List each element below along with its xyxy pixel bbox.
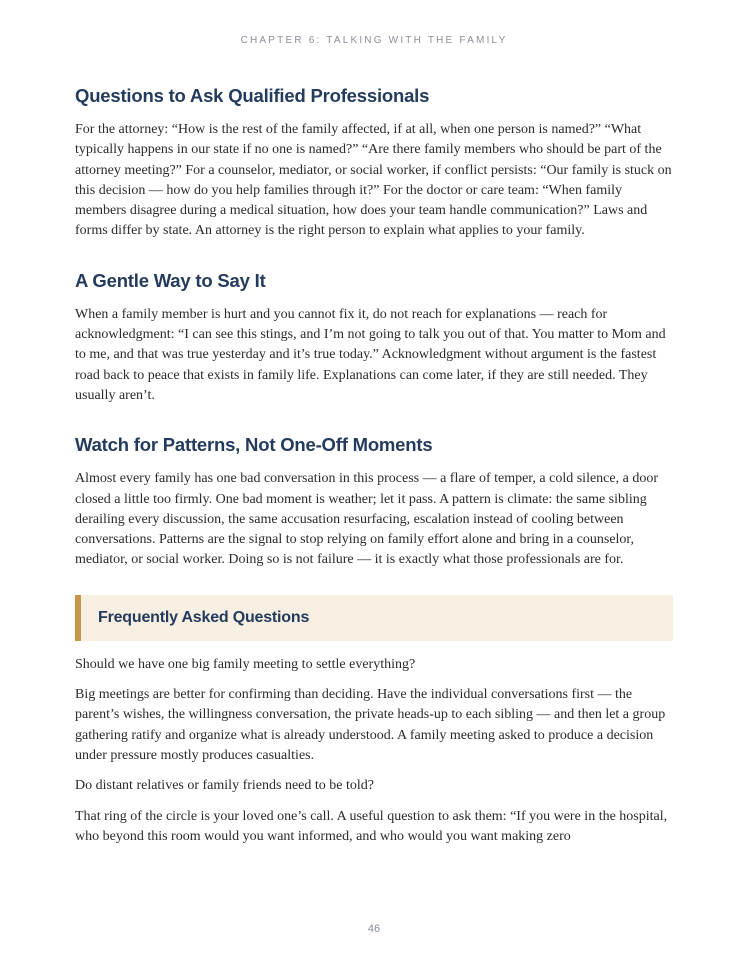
section-heading: Watch for Patterns, Not One-Off Moments <box>75 434 433 456</box>
section-gentle-way <box>75 269 673 406</box>
page-content <box>75 84 673 857</box>
faq-callout <box>75 595 673 641</box>
section-patterns <box>75 433 673 570</box>
faq-answer: That ring of the circle is your loved one’s call. A useful question to ask them: “If you were in the hospital, who beyond this room would you want informed, and who would you want making zero <box>75 808 668 844</box>
faq-question: Do distant relatives or family friends need to be told? <box>75 778 374 794</box>
section-body: For the attorney: “How is the rest of the family affected, if at all, when one person is named?” “What typically happens in our state if no one is named?” “Are there family members who should be part of the attorney meeting?” For a counselor, mediator, or social worker, if conflict persists: “Our family is stuck on this decision — how do you help families through it?” For the doctor or care team: “When family members disagree during a medical situation, how does your team handle communication?” Laws and forms differ by state. An attorney is the right person to explain what applies to your family. <box>75 122 672 239</box>
section-heading: A Gentle Way to Say It <box>75 269 266 291</box>
section-body: Almost every family has one bad conversation in this process — a flare of temper, a cold silence, a door closed a little too firmly. One bad moment is weather; let it pass. A pattern is climate: the same sibling derailing every discussion, the same accusation resurfacing, escalation instead of cooling between conversations. Patterns are the signal to stop relying on family effort alone and bring in a counselor, mediator, or social worker. Doing so is not failure — it is exactly what those professionals are for. <box>75 471 658 568</box>
section-heading: Questions to Ask Qualified Professionals <box>75 85 430 106</box>
faq-answer: Big meetings are better for confirming than deciding. Have the individual conversations first — the parent’s wishes, the willingness conversation, the private heads-up to each sibling — and then let a group gathering ratify and organize what is already understood. A family meeting asked to produce a decision under pressure mostly produces casualties. <box>75 687 666 763</box>
section-body: When a family member is hurt and you cannot fix it, do not reach for explanations — reach for acknowledgment: “I can see this stings, and I’m not going to talk you out of that. You matter to Mom and to me, and that was true yesterday and it’s true today.” Acknowledgment without argument is the fastest road back to peace that exists in family life. Explanations can come later, if they are still needed. They usually aren’t. <box>75 306 666 403</box>
faq-question: Should we have one big family meeting to settle everything? <box>75 656 416 672</box>
faq-title: Frequently Asked Questions <box>98 608 310 626</box>
page-number: 46 <box>367 923 381 935</box>
running-header: CHAPTER 6: TALKING WITH THE FAMILY <box>240 35 508 46</box>
section-professional-questions <box>75 84 673 242</box>
